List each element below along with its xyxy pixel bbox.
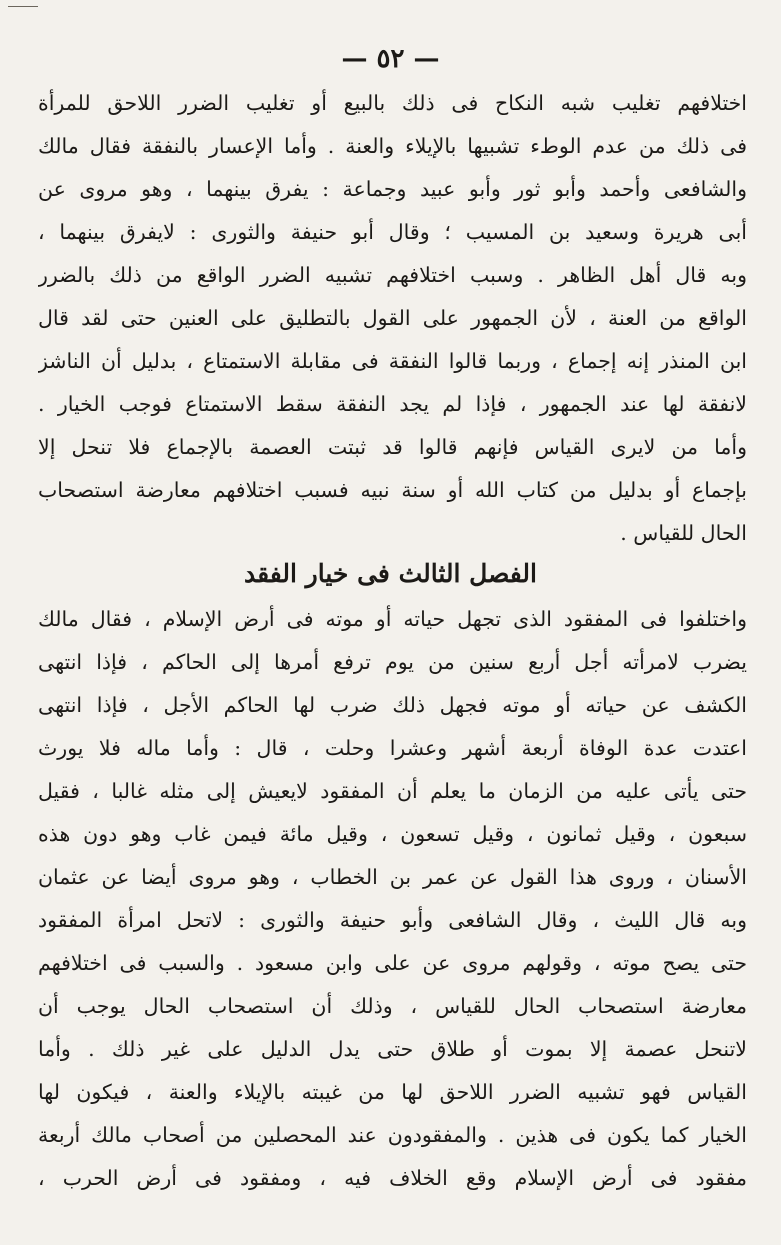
text-line: لاتنحل عصمة إلا بموت أو طلاق حتى يدل الدليل على غير ذلك . وأما [38, 1037, 747, 1061]
text-line: مفقود فى أرض الإسلام وقع الخلاف فيه ، ومفقود فى أرض الحرب ، [38, 1166, 747, 1190]
text-line: وبه قال الليث ، وقال الشافعى وأبو حنيفة والثورى : لاتحل امرأة المفقود [38, 908, 747, 932]
scan-mark [8, 6, 38, 17]
text-line: حتى يأتى عليه من الزمان ما يعلم أن المفقود لايعيش إلى مثله غالبا ، فقيل [38, 779, 747, 803]
text-line: الواقع من العنة ، لأن الجمهور على القول بالتطليق على العنين حتى لقد قال [38, 306, 747, 330]
text-line: الكشف عن حياته أو موته فجهل ذلك ضرب لها الحاكم الأجل ، فإذا انتهى [38, 693, 747, 717]
text-line: القياس فهو تشبيه الضرر اللاحق لها من غيبته بالإيلاء والعنة ، فيكون لها [38, 1080, 747, 1104]
text-line: لانفقة لها عند الجمهور ، فإذا لم يجد النفقة سقط الاستمتاع فوجب الخيار . [38, 392, 747, 416]
text-line: الخيار كما يكون فى هذين . والمفقودون عند المحصلين من أصحاب مالك أربعة [38, 1123, 747, 1147]
text-line: سبعون ، وقيل ثمانون ، وقيل تسعون ، وقيل مائة فيمن غاب وهو دون هذه [38, 822, 747, 846]
paragraph-2 [38, 598, 747, 1200]
text-line: معارضة استصحاب الحال للقياس ، وذلك أن استصحاب الحال يوجب أن [38, 994, 747, 1018]
text-line: بإجماع أو بدليل من كتاب الله أو سنة نبيه فسبب اختلافهم معارضة استصحاب [38, 478, 747, 502]
section-heading: الفصل الثالث فى خيار الفقد [244, 559, 537, 588]
text-line: واختلفوا فى المفقود الذى تجهل حياته أو موته فى أرض الإسلام ، فقال مالك [38, 607, 747, 631]
page-number: — ٥٢ — [341, 44, 440, 74]
text-line: وأما من لايرى القياس فإنهم قالوا قد ثبتت العصمة بالإجماع فلا تنحل إلا [38, 435, 747, 459]
text-line: الأسنان ، وروى هذا القول عن عمر بن الخطاب ، وهو مروى أيضا عن عثمان [38, 865, 747, 889]
text-line: اعتدت عدة الوفاة أربعة أشهر وعشرا وحلت ، قال : وأما ماله فلا يورث [38, 736, 747, 760]
paragraph-1 [38, 82, 747, 555]
text-line: الحال للقياس . [620, 521, 747, 545]
text-line: فى ذلك من عدم الوطء تشبيها بالإيلاء والعنة . وأما الإعسار بالنفقة فقال مالك [38, 134, 747, 158]
text-line: ابن المنذر إنه إجماع ، وربما قالوا النفقة فى مقابلة الاستمتاع ، بدليل أن الناشز [38, 349, 747, 373]
text-line: وبه قال أهل الظاهر . وسبب اختلافهم تشبيه الضرر الواقع من ذلك بالضرر [38, 263, 747, 287]
text-line: يضرب لامرأته أجل أربع سنين من يوم ترفع أمرها إلى الحاكم ، فإذا انتهى [38, 650, 747, 674]
text-line: حتى يصح موته ، وقولهم مروى عن على وابن مسعود . والسبب فى اختلافهم [38, 951, 747, 975]
text-line: اختلافهم تغليب شبه النكاح فى ذلك بالبيع أو تغليب الضرر اللاحق للمرأة [38, 91, 747, 115]
text-line: أبى هريرة وسعيد بن المسيب ؛ وقال أبو حنيفة والثورى : لايفرق بينهما ، [38, 220, 747, 244]
text-line: والشافعى وأحمد وأبو ثور وأبو عبيد وجماعة : يفرق بينهما ، وهو مروى عن [38, 177, 747, 201]
